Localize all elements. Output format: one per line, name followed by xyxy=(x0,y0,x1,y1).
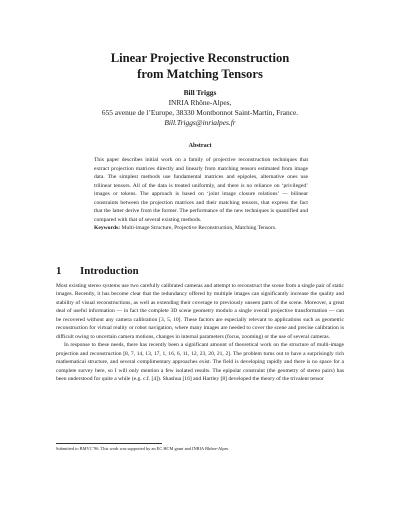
abstract-block xyxy=(94,156,308,233)
section-heading xyxy=(56,265,139,278)
author-email: Bill.Triggs@inrialpes.fr xyxy=(164,118,236,127)
abstract-heading: Abstract xyxy=(188,142,212,149)
abstract-text: This paper describes initial work on a family of projective reconstruction techniques that extract projection matrices directly and linearly from matching tensors estimated from image data. The simplest methods use fundamental matrices and epipoles, alternative ones use trilinear tensors. All of the data is treated uniformly, and there is no reliance on ‘privileged’ images or tokens. The approach is based on ‘joint image closure relations’ — bilinear constraints between the projection matrices and their matching tensors, that express the fact that the latter derive from the former. The performance of the new techniques is quantified and compared with that of several existing methods. xyxy=(94,157,308,223)
paper-title-line-2: from Matching Tensors xyxy=(137,67,263,81)
body-paragraph-1: Most existing stereo systems use two carefully calibrated cameras and attempt to reconstruct the scene from a single pair of static images. Recently, it has become clear that the redundancy offered by multiple images can significantly increase the quality and stability of visual reconstructions, as well as extending their coverage to previously unseen parts of the scene. Moreover, a great deal of useful information — in fact the complete 3D scene geometry modulo a single overall projective transformation — can be recovered without any camera calibration [3, 5, 10]. These factors are especially relevant to applications such as geometric reconstruction for virtual reality or robot navigation, where many images are needed to cover the scene and precise calibration is difficult owing to uncertain camera motions, changes in internal parameters (focus, zooming) or the use of several cameras. xyxy=(56,283,344,340)
footnote-rule xyxy=(56,443,162,444)
keywords-label: Keywords: xyxy=(94,225,121,231)
body-paragraph-2: In response to these needs, there has recently been a significant amount of theoretical work on the structure of multi-image projection and reconstruction [8, 7, 14, 13, 17, 1, 16, 6, 11, 12, 23, 20, 21, 2]. The problem turns out to have a surprisingly rich mathematical structure, and several complimentary approaches exist. The field is developing rapidly and there is no space for a complete survey here, so I will only mention a few isolated results. The epipolar constraint (the geometry of stereo pairs) has been understood for quite a while (e.g. c.f. [4]). Shashua [16] and Hartley [8] developed the theory of the trivalent tensor xyxy=(56,342,344,382)
author-name: Bill Triggs xyxy=(183,88,217,97)
section-number: 1 xyxy=(56,265,62,277)
section-title: Introduction xyxy=(80,265,139,277)
author-address: 655 avenue de l’Europe, 38330 Montbonnot Saint-Martin, France. xyxy=(101,108,299,117)
author-affiliation: INRIA Rhône-Alpes, xyxy=(168,98,232,107)
paper-title-line-1: Linear Projective Reconstruction xyxy=(110,51,290,65)
section-body xyxy=(56,282,344,383)
footnote: Submitted to BMVC’96. This work was supported by an EC HCM grant and INRIA Rhône-Alpes. xyxy=(56,446,230,451)
keywords-text: Multi-image Structure, Projective Reconstruction, Matching Tensors. xyxy=(121,225,277,231)
keywords-line xyxy=(94,224,308,233)
